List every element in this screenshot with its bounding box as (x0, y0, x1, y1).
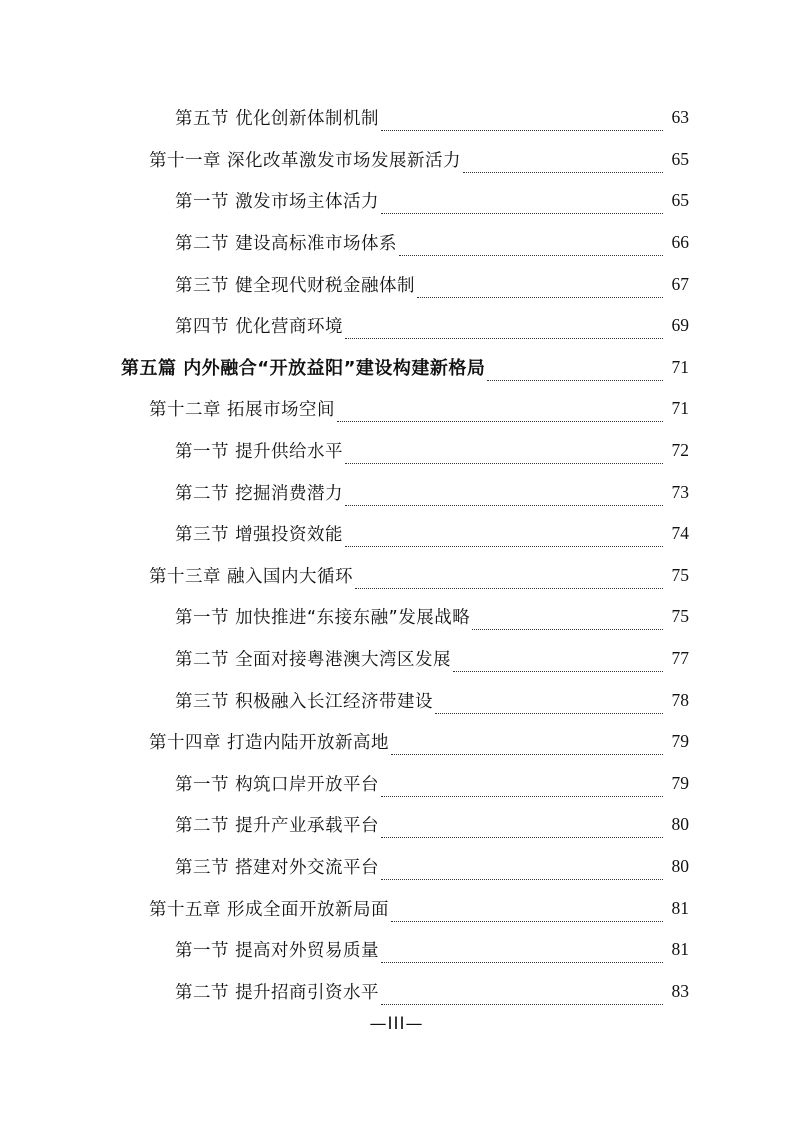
toc-entry-section[interactable] (0, 763, 793, 805)
dot-leader (355, 570, 663, 589)
toc-entry-title: 第十一章 深化改革激发市场发展新活力 (149, 150, 462, 171)
toc-entry-page: 65 (671, 190, 689, 211)
toc-entry-title: 第二节 提升招商引资水平 (175, 982, 380, 1003)
toc-entry-chapter[interactable] (0, 555, 793, 597)
toc-entry-page: 81 (671, 897, 689, 918)
toc-entry-chapter[interactable] (0, 388, 793, 430)
dot-leader (487, 362, 663, 381)
toc-entry-title: 第二节 提升产业承载平台 (175, 816, 380, 837)
dot-leader (345, 528, 663, 547)
dot-leader (472, 611, 663, 630)
toc-entry-title: 第一节 构筑口岸开放平台 (175, 774, 380, 795)
dot-leader (453, 653, 663, 672)
toc-entry-section[interactable] (0, 804, 793, 846)
toc-entry-title: 第一节 激发市场主体活力 (175, 192, 380, 213)
toc-entry-title: 第一节 提高对外贸易质量 (175, 941, 380, 962)
page-number: —III— (369, 1014, 424, 1034)
toc-entry-page: 79 (671, 772, 689, 793)
toc-entry-page: 74 (671, 523, 689, 544)
toc-entry-section[interactable] (0, 263, 793, 305)
toc-entry-page: 71 (671, 398, 689, 419)
toc-entry-section[interactable] (0, 97, 793, 139)
toc-entry-page: 79 (671, 731, 689, 752)
toc-entry-page: 71 (671, 356, 689, 377)
toc-entry-page: 81 (671, 939, 689, 960)
toc-entry-title: 第五篇 内外融合“开放益阳”建设构建新格局 (121, 358, 486, 380)
toc-entry-section[interactable] (0, 596, 793, 638)
toc-entry-page: 83 (671, 980, 689, 1001)
toc-entry-title: 第二节 全面对接粤港澳大湾区发展 (175, 650, 452, 671)
dot-leader (345, 445, 663, 464)
toc-entry-chapter[interactable] (0, 139, 793, 181)
dot-leader (381, 778, 663, 797)
toc-entry-section[interactable] (0, 513, 793, 555)
toc-entry-title: 第三节 健全现代财税金融体制 (175, 275, 416, 296)
toc-entry-page: 77 (671, 648, 689, 669)
dot-leader (435, 695, 663, 714)
toc-entry-title: 第三节 增强投资效能 (175, 525, 344, 546)
toc-entry-page: 73 (671, 481, 689, 502)
dot-leader (463, 154, 663, 173)
toc-entry-page: 75 (671, 564, 689, 585)
dot-leader (391, 903, 663, 922)
toc-entry-page: 65 (671, 148, 689, 169)
dot-leader (345, 320, 663, 339)
table-of-contents (0, 97, 793, 1012)
toc-entry-section[interactable] (0, 638, 793, 680)
dot-leader (381, 819, 663, 838)
toc-entry-title: 第三节 积极融入长江经济带建设 (175, 691, 434, 712)
dot-leader (345, 487, 663, 506)
toc-entry-section[interactable] (0, 970, 793, 1012)
toc-entry-section[interactable] (0, 430, 793, 472)
dot-leader (381, 112, 663, 131)
toc-entry-chapter[interactable] (0, 887, 793, 929)
toc-entry-title: 第三节 搭建对外交流平台 (175, 857, 380, 878)
toc-entry-title: 第四节 优化营商环境 (175, 317, 344, 338)
toc-entry-page: 67 (671, 273, 689, 294)
toc-entry-title: 第二节 挖掘消费潜力 (175, 483, 344, 504)
toc-entry-title: 第十四章 打造内陆开放新高地 (149, 733, 390, 754)
toc-entry-chapter[interactable] (0, 721, 793, 763)
toc-entry-title: 第十二章 拓展市场空间 (149, 400, 336, 421)
toc-entry-title: 第二节 建设高标准市场体系 (175, 234, 398, 255)
toc-entry-page: 75 (671, 606, 689, 627)
toc-entry-section[interactable] (0, 929, 793, 971)
toc-entry-title: 第一节 加快推进“东接东融”发展战略 (175, 608, 471, 629)
toc-entry-page: 63 (671, 107, 689, 128)
dot-leader (381, 861, 663, 880)
toc-entry-title: 第十五章 形成全面开放新局面 (149, 899, 390, 920)
toc-entry-page: 66 (671, 232, 689, 253)
toc-entry-section[interactable] (0, 471, 793, 513)
dot-leader (381, 986, 663, 1005)
toc-entry-section[interactable] (0, 679, 793, 721)
toc-entry-page: 69 (671, 315, 689, 336)
toc-entry-page: 80 (671, 855, 689, 876)
toc-entry-page: 80 (671, 814, 689, 835)
dot-leader (417, 279, 663, 298)
dot-leader (391, 736, 663, 755)
dot-leader (399, 237, 663, 256)
dot-leader (381, 195, 663, 214)
toc-entry-title: 第十三章 融入国内大循环 (149, 566, 354, 587)
toc-entry-page: 78 (671, 689, 689, 710)
toc-entry-section[interactable] (0, 180, 793, 222)
toc-entry-section[interactable] (0, 846, 793, 888)
toc-entry-title: 第五节 优化创新体制机制 (175, 109, 380, 130)
dot-leader (381, 944, 663, 963)
dot-leader (337, 403, 663, 422)
toc-entry-part[interactable] (0, 347, 793, 389)
toc-entry-title: 第一节 提升供给水平 (175, 442, 344, 463)
toc-entry-section[interactable] (0, 305, 793, 347)
toc-entry-page: 72 (671, 440, 689, 461)
toc-entry-section[interactable] (0, 222, 793, 264)
